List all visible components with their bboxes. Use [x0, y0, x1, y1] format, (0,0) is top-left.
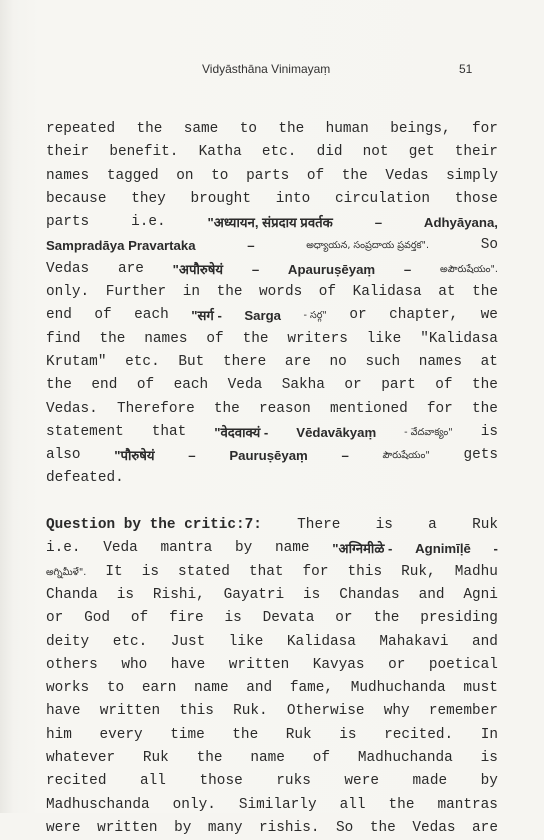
text-line	[46, 747, 498, 770]
word: Madhuchanda	[357, 750, 453, 767]
word: in	[182, 284, 201, 301]
word: is	[375, 517, 393, 534]
word: whatever	[46, 750, 116, 767]
paragraph-1	[46, 118, 498, 491]
text-line	[46, 328, 498, 351]
word: is	[116, 586, 135, 603]
word: Ruk,	[401, 563, 436, 580]
word: the	[216, 284, 243, 301]
word: are	[472, 819, 498, 836]
word: made	[412, 773, 448, 790]
word: Vedas	[412, 819, 456, 836]
text-line	[46, 118, 498, 141]
word: not	[362, 144, 389, 161]
text-line	[46, 654, 498, 677]
word: recited.	[384, 726, 454, 743]
text-line	[46, 304, 498, 327]
running-title: Vidyāsthāna Vinimayaṃ	[202, 62, 331, 76]
word: writers	[287, 330, 348, 347]
running-header	[0, 62, 544, 78]
word: part	[381, 377, 416, 394]
word: Chanda	[46, 586, 98, 603]
word: Gayatri	[223, 586, 285, 603]
word: works	[46, 680, 90, 697]
word: Kalidasa	[286, 633, 356, 650]
transliterated-term: Sarga	[244, 308, 281, 324]
word: brought	[190, 190, 251, 207]
word: is	[224, 610, 242, 627]
word: on	[176, 167, 194, 184]
word: the	[472, 377, 498, 394]
word: or	[388, 656, 406, 673]
word: mantra	[160, 540, 213, 557]
text-line	[46, 631, 498, 654]
text-line	[46, 281, 498, 304]
word: that	[248, 563, 284, 580]
word: Kavyas	[312, 656, 365, 673]
word: i.e.	[46, 540, 81, 557]
word: words	[259, 284, 303, 301]
word: others	[46, 656, 98, 673]
word: "Kalidasa	[420, 330, 498, 347]
word: into	[275, 190, 311, 207]
word: name	[275, 540, 310, 557]
word: the	[136, 121, 163, 137]
word: written	[99, 703, 161, 720]
text-line	[46, 141, 498, 164]
word: Therefore	[117, 400, 195, 417]
word: the	[242, 330, 269, 347]
word: and	[246, 680, 273, 697]
word: why	[383, 703, 410, 720]
word: Rishi,	[152, 586, 205, 603]
word: is	[339, 726, 357, 743]
word: time	[170, 726, 205, 743]
text-line	[46, 258, 498, 281]
word: at	[438, 284, 456, 301]
word: Veda	[103, 540, 138, 557]
word: parts	[46, 214, 90, 231]
transliterated-term: Agnimīḷē	[415, 541, 471, 557]
word: are	[284, 353, 311, 370]
text-line	[46, 188, 498, 211]
word: or	[344, 377, 362, 394]
word: of	[318, 284, 337, 301]
word: deity	[46, 633, 90, 650]
word: stated	[178, 563, 230, 580]
word: recited	[46, 773, 107, 790]
word: mentioned	[330, 400, 408, 417]
word: at	[480, 353, 498, 370]
word: who	[121, 656, 148, 673]
word: this	[347, 563, 383, 580]
text-line	[46, 351, 498, 374]
word: Veda	[227, 377, 263, 394]
telugu-term: - సర్గ"	[303, 310, 327, 322]
text-line	[46, 211, 498, 234]
word: Katha	[198, 144, 242, 161]
word: repeated	[46, 121, 116, 137]
transliterated-term: Apauruṣēyaṃ	[287, 261, 376, 277]
dash: -	[493, 541, 498, 557]
word: this	[179, 703, 214, 720]
text-line	[46, 537, 498, 560]
word: is	[141, 563, 159, 580]
word: the	[232, 726, 259, 743]
word: are	[117, 260, 144, 277]
word: tagged	[106, 167, 159, 184]
dash: –	[341, 448, 349, 464]
word: name	[250, 750, 285, 767]
word: must	[463, 680, 498, 697]
word: the	[369, 819, 396, 836]
text-line	[46, 444, 498, 467]
transliterated-term: Sampradāya Pravartaka	[46, 238, 196, 254]
text-line	[46, 374, 498, 397]
telugu-term: - వేదవాక్యం"	[404, 426, 453, 438]
word: Vedas	[385, 167, 429, 184]
sanskrit-term: "अपौरुषेयं	[172, 261, 224, 277]
word: written	[97, 819, 158, 836]
word: have	[170, 656, 206, 673]
word: Agni	[463, 586, 498, 603]
word: Vedas.	[46, 400, 98, 417]
word: by	[235, 540, 253, 557]
text-line	[46, 421, 498, 444]
word: So	[336, 819, 354, 836]
word: have	[46, 703, 81, 720]
word: were	[344, 773, 379, 790]
word: ruks	[276, 773, 311, 790]
word: each	[134, 307, 169, 324]
word: each	[173, 377, 209, 394]
transliterated-term: Vēdavākyaṃ	[296, 424, 377, 440]
word: like	[366, 330, 402, 347]
text-line	[46, 794, 498, 817]
word: Just	[170, 633, 206, 650]
dash: –	[247, 238, 255, 254]
paragraph-gap	[46, 491, 498, 514]
word: the	[196, 750, 223, 767]
word: the	[472, 400, 498, 417]
word: parts	[246, 167, 290, 184]
word: every	[99, 726, 143, 743]
word: the	[278, 121, 305, 137]
word: only.	[172, 796, 216, 813]
word: of	[306, 167, 325, 184]
word: and	[418, 586, 445, 603]
word: like	[228, 633, 264, 650]
word: did	[316, 144, 343, 161]
word: Sakha	[281, 377, 325, 394]
word: Otherwise	[286, 703, 365, 720]
word: we	[480, 307, 498, 324]
text-line	[46, 700, 498, 723]
word: names	[144, 330, 188, 347]
dash: –	[374, 215, 383, 231]
word: find	[46, 330, 81, 347]
word: they	[131, 190, 166, 207]
word: the	[213, 400, 240, 417]
word: of	[312, 750, 331, 767]
dash: –	[188, 448, 196, 464]
word: there	[223, 353, 267, 370]
word: God	[84, 610, 111, 627]
word: etc.	[125, 353, 160, 370]
paragraph-2	[46, 514, 498, 840]
sanskrit-term: "अध्यायन, संप्रदाय प्रवर्तक	[207, 215, 333, 231]
word: chapter,	[389, 307, 459, 324]
word: those	[199, 773, 243, 790]
word: for	[472, 121, 498, 137]
word: fire	[169, 610, 204, 627]
word: the	[472, 284, 498, 301]
word: defeated.	[46, 470, 124, 487]
word: mantras	[437, 796, 498, 813]
telugu-term: అగ్నిమీళే".	[46, 566, 87, 578]
word: There	[297, 517, 341, 534]
word: Ruk	[285, 726, 312, 743]
word: the	[341, 167, 368, 184]
word: that	[151, 423, 187, 440]
word: their	[46, 144, 90, 161]
page-number: 51	[459, 62, 473, 76]
telugu-term: పౌరుషేయం"	[382, 450, 430, 462]
word: Ruk.	[233, 703, 268, 720]
transliterated-term: Adhyāyana,	[423, 215, 498, 231]
word: So	[480, 237, 498, 254]
word: to	[106, 680, 125, 697]
word: him	[46, 726, 72, 743]
word: by	[480, 773, 498, 790]
word: end	[46, 307, 72, 324]
word: names	[418, 353, 462, 370]
word: etc.	[261, 144, 297, 161]
text-line	[46, 677, 498, 700]
word: beings,	[390, 121, 451, 137]
word: no	[329, 353, 347, 370]
word: to	[211, 167, 229, 184]
word: benefit.	[109, 144, 179, 161]
word: of	[435, 377, 453, 394]
word: gets	[463, 447, 498, 464]
text-line	[46, 234, 498, 257]
word: It	[105, 563, 123, 580]
word: and	[472, 633, 498, 650]
word: remember	[428, 703, 498, 720]
word: earn	[141, 680, 177, 697]
word: Devata	[262, 610, 315, 627]
word: reason	[259, 400, 311, 417]
word: Mudhuchanda	[350, 680, 446, 697]
word: In	[480, 726, 498, 743]
word: etc.	[112, 633, 148, 650]
transliterated-term: Pauruṣēyaṃ	[229, 448, 308, 464]
word: to	[239, 121, 257, 137]
word: their	[454, 144, 498, 161]
text-line	[46, 584, 498, 607]
word: also	[46, 447, 81, 464]
word: human	[325, 121, 369, 137]
page-body	[46, 118, 498, 840]
word: all	[140, 773, 166, 790]
word: many	[207, 819, 243, 836]
word: for	[302, 563, 329, 580]
word: for	[426, 400, 453, 417]
word: or	[46, 610, 64, 627]
word: Similarly	[238, 796, 317, 813]
word: is	[480, 750, 498, 767]
dash: –	[251, 261, 260, 277]
word: i.e.	[131, 214, 166, 231]
sanskrit-term: "सर्ग -	[191, 308, 222, 324]
text-line	[46, 165, 498, 188]
word: or	[335, 610, 353, 627]
word: fame,	[289, 680, 334, 697]
word: circulation	[335, 190, 430, 207]
word: Further	[105, 284, 167, 301]
word: the	[388, 796, 415, 813]
word: because	[46, 190, 107, 207]
word: Kalidasa	[352, 284, 422, 301]
word: Krutam"	[46, 353, 107, 370]
word: names	[46, 167, 90, 184]
word: end	[91, 377, 118, 394]
word: But	[178, 353, 205, 370]
text-line	[46, 398, 498, 421]
word: or	[349, 307, 367, 324]
word: of	[130, 610, 149, 627]
text-line	[46, 607, 498, 630]
word: the	[373, 610, 400, 627]
word: Madhu	[454, 563, 498, 580]
text-line	[46, 817, 498, 840]
word: Vedas	[46, 260, 90, 277]
text-line	[46, 561, 498, 584]
word: by	[174, 819, 192, 836]
word: get	[408, 144, 435, 161]
telugu-term: అపౌరుషేయం".	[440, 263, 498, 275]
word: Ruk	[472, 517, 498, 534]
word: such	[365, 353, 401, 370]
word: poetical	[428, 656, 498, 673]
word: statement	[46, 423, 124, 440]
word: Madhuschanda	[46, 796, 150, 813]
word: were	[46, 819, 81, 836]
word: presiding	[420, 610, 498, 627]
sanskrit-term: "पौरुषेयं	[114, 448, 155, 464]
word: is	[303, 586, 321, 603]
word: is	[480, 423, 498, 440]
word: written	[228, 656, 290, 673]
word: name	[194, 680, 229, 697]
word: of	[94, 307, 112, 324]
word: of	[206, 330, 224, 347]
text-line	[46, 514, 498, 537]
text-line	[46, 467, 498, 490]
word: the	[99, 330, 126, 347]
dash: –	[403, 261, 412, 277]
word: those	[454, 190, 498, 207]
question-label: Question by the critic:7:	[46, 517, 262, 534]
word: of	[136, 377, 155, 394]
telugu-term: అధ్యాయన, సంప్రదాయ ప్రవర్తక".	[306, 240, 430, 252]
sanskrit-term: "वेदवाक्यं -	[214, 424, 269, 440]
text-line	[46, 770, 498, 793]
word: all	[339, 796, 366, 813]
word: only.	[46, 284, 90, 301]
word: the	[46, 377, 72, 394]
word: a	[428, 517, 437, 534]
word: Chandas	[339, 586, 400, 603]
word: Mahakavi	[379, 633, 449, 650]
text-line	[46, 724, 498, 747]
word: simply	[446, 167, 498, 184]
word: Ruk	[142, 750, 169, 767]
word: rishis.	[259, 819, 320, 836]
sanskrit-term: "अग्निमीळे -	[332, 541, 393, 557]
word: same	[183, 121, 219, 137]
